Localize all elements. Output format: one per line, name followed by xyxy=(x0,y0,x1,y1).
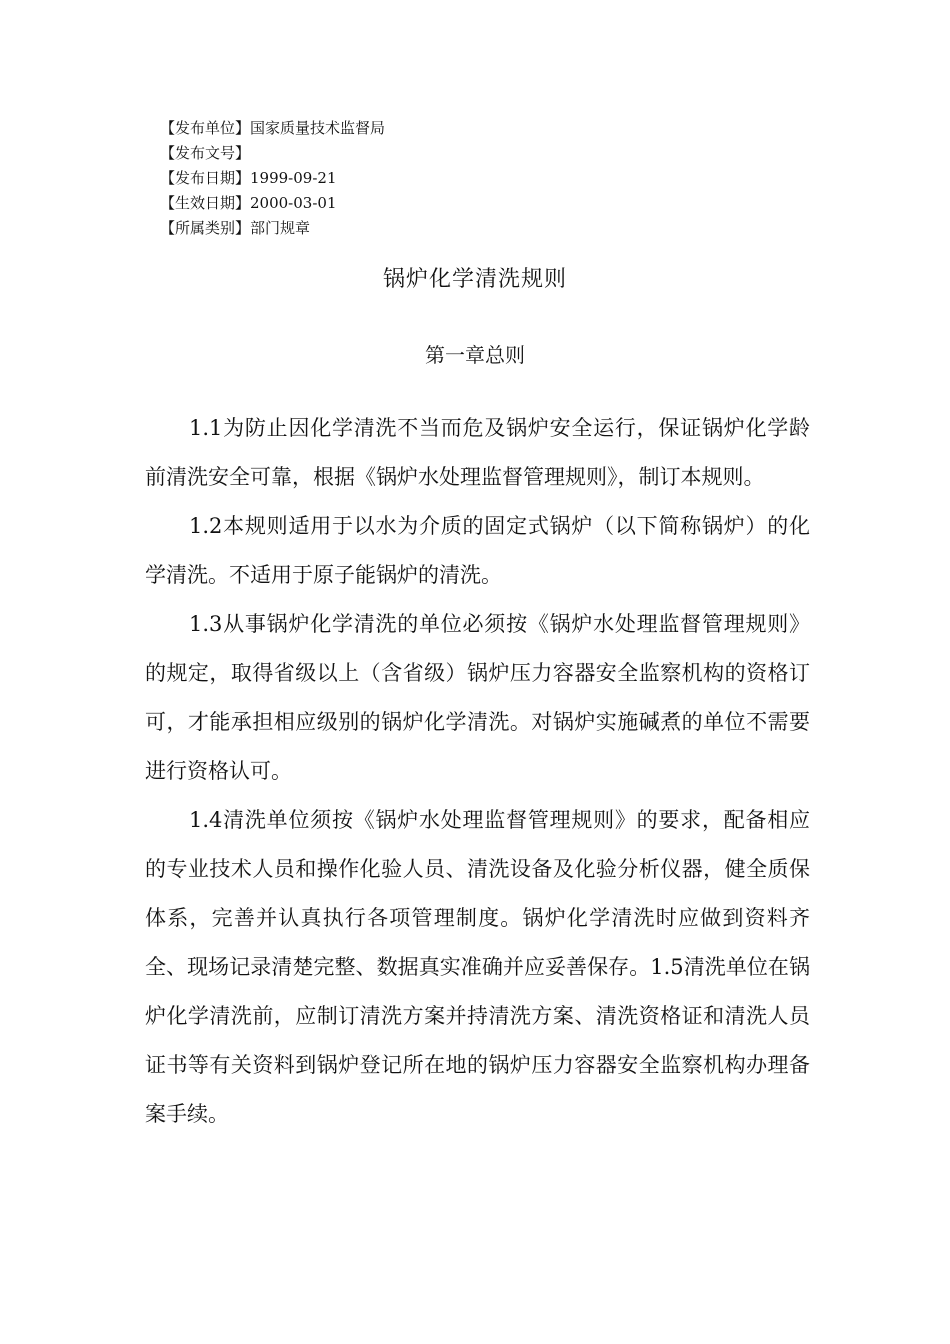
paragraph-1-3: 1.3从事锅炉化学清洗的单位必须按《锅炉水处理监督管理规则》的规定，取得省级以上（含省级）锅炉压力容器安全监察机构的资格订可，才能承担相应级别的锅炉化学清洗。对锅炉实施碱煮的单位不需要进行资格认可。 xyxy=(145,612,810,783)
meta-category: 【所属类别】部门规章 xyxy=(160,219,311,237)
meta-effective-date: 【生效日期】2000-03-01 xyxy=(160,194,337,212)
paragraph-1-4: 1.4清洗单位须按《锅炉水处理监督管理规则》的要求，配备相应的专业技术人员和操作化验人员、清洗设备及化验分析仪器，健全质保体系，完善并认真执行各项管理制度。锅炉化学清洗时应做到资料齐全、现场记录清楚完整、数据真实准确并应妥善保存。1.5清洗单位在锅炉化学清洗前，应制订清洗方案并持清洗方案、清洗资格证和清洗人员证书等有关资料到锅炉登记所在地的锅炉压力容器安全监察机构办理备案手续。 xyxy=(145,808,810,1126)
chapter-heading: 第一章总则 xyxy=(425,343,525,367)
paragraph-1-1: 1.1为防止因化学清洗不当而危及锅炉安全运行，保证锅炉化学龄前清洗安全可靠，根据《锅炉水处理监督管理规则》，制订本规则。 xyxy=(145,416,810,489)
paragraph-1-2: 1.2本规则适用于以水为介质的固定式锅炉（以下简称锅炉）的化学清洗。不适用于原子能锅炉的清洗。 xyxy=(145,514,810,587)
document-title: 锅炉化学清洗规则 xyxy=(382,267,567,292)
meta-doc-number: 【发布文号】 xyxy=(160,144,251,162)
body-text xyxy=(145,404,810,1139)
meta-issue-date: 【发布日期】1999-09-21 xyxy=(160,169,337,187)
meta-issuer: 【发布单位】国家质量技术监督局 xyxy=(160,119,386,137)
document-metadata xyxy=(160,116,385,241)
